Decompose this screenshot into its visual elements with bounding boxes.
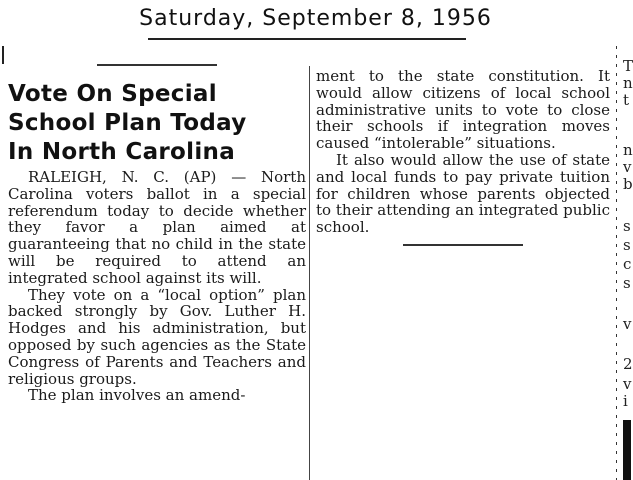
headline-line-1: Vote On Special (8, 81, 217, 107)
edge-fragment: i (623, 392, 628, 410)
headline-rule (97, 64, 217, 66)
edge-fragment: b (623, 175, 633, 193)
edge-fragment: n (623, 141, 633, 159)
adjacent-column-dark-block (623, 420, 631, 480)
edge-fragment: s (623, 217, 631, 235)
date-header: Saturday, September 8, 1956 (139, 6, 492, 31)
edge-fragment: T (623, 57, 633, 75)
article-end-rule (403, 244, 523, 246)
headline-line-3: In North Carolina (8, 139, 236, 165)
edge-fragment: s (623, 274, 631, 292)
article-paragraph: The plan involves an amend- (28, 386, 246, 405)
article-paragraph: It also would allow the use of state and local funds to pay private tuition for children whose parents objected to their attending an integrated public school. (316, 150, 610, 237)
column-divider-middle (309, 66, 310, 480)
edge-fragment: 2 (623, 355, 633, 373)
article-paragraph: They vote on a “local option” plan backed strongly by Gov. Luther H. Hodges and his administration, but opposed by such agencies as the State Congress of Parents and Teachers and religious groups. (8, 285, 306, 388)
edge-fragment: v (623, 375, 632, 393)
date-underline (148, 38, 466, 40)
article-paragraph: RALEIGH, N. C. (AP) — North Carolina voters ballot in a special referendum today to decide whether they favor a plan aimed at guaranteeing that no child in the state will be required to attend an integrated school against its will. (8, 168, 306, 287)
edge-fragment: n (623, 74, 633, 92)
edge-fragment: v (623, 315, 632, 333)
article-paragraph: ment to the state constitution. It would allow citizens of local school administrative units to vote to close their schools if integration moves caused “intolerable” situations. (316, 67, 610, 153)
column-divider-right (616, 46, 617, 480)
article-column-left (8, 64, 306, 404)
edge-fragment: c (623, 255, 632, 273)
article-headline (8, 80, 306, 167)
article-column-right (316, 68, 610, 246)
column-divider-left (2, 46, 4, 64)
edge-fragment: v (623, 158, 632, 176)
headline-line-2: School Plan Today (8, 110, 247, 136)
edge-fragment: t (623, 91, 630, 109)
edge-fragment: s (623, 236, 631, 254)
